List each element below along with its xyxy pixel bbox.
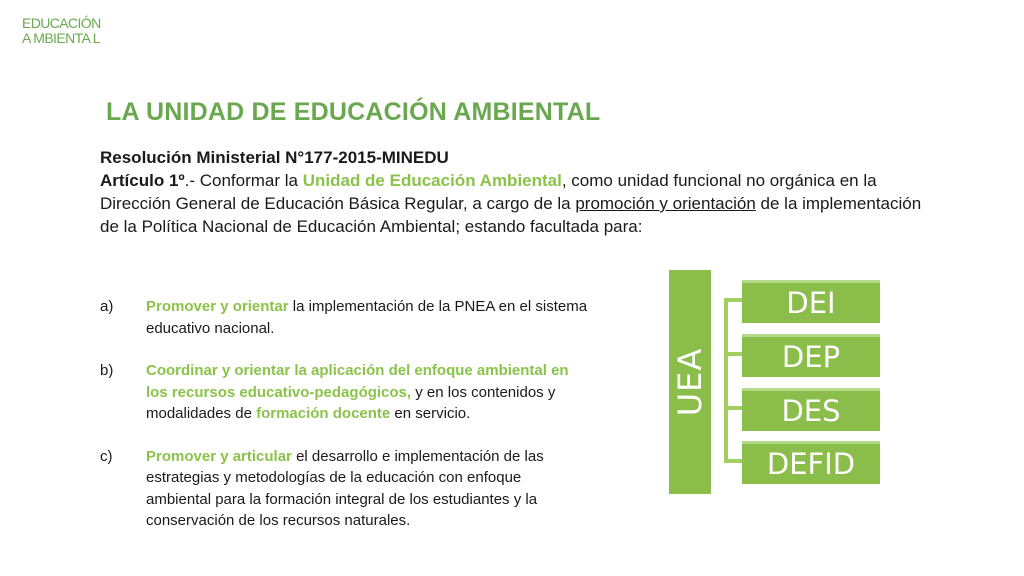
page-title: LA UNIDAD DE EDUCACIÓN AMBIENTAL — [106, 98, 601, 126]
section-label — [22, 16, 101, 46]
list-item-highlight: Promover y articular — [146, 447, 292, 465]
list-item — [100, 296, 590, 339]
list-item-text: la implementación de la PNEA en el sistema educativo nacional. — [146, 298, 588, 337]
org-chart — [669, 270, 884, 494]
list-item-text: el desarrollo e implementación de las estrategias y metodologías de la educación con enfoque ambiental para la formación integral de los estudiantes y la conservación de los recursos naturales. — [146, 447, 544, 529]
list-marker: b) — [100, 362, 114, 379]
org-connector — [724, 406, 742, 410]
article-underlined: promoción y orientación — [575, 194, 756, 213]
article-text-middle: , como unidad funcional no orgánica en la Dirección General de Educación Básica Regular, a cargo de la — [100, 171, 877, 213]
list-marker: a) — [100, 298, 114, 315]
org-root-label: UEA — [671, 347, 709, 417]
section-label-line2: A MBIENTA L — [22, 30, 100, 46]
list-item-text-2: en servicio. — [390, 405, 471, 422]
article-highlight: Unidad de Educación Ambiental — [302, 171, 562, 190]
org-node-des: DES — [742, 388, 880, 431]
org-connector — [724, 352, 742, 356]
list-item-highlight: Promover y orientar — [146, 298, 289, 315]
list-item — [100, 360, 590, 425]
org-node-defid: DEFID — [742, 441, 880, 484]
org-connector — [724, 459, 742, 463]
org-node-dep: DEP — [742, 334, 880, 377]
article-label: Artículo 1º — [100, 171, 185, 190]
list-item — [100, 446, 590, 532]
org-node-dei: DEI — [742, 280, 880, 323]
list-item-highlight: Coordinar y orientar la aplicación del enfoque ambiental en los recursos educativo-pedagógicos, — [146, 362, 569, 401]
org-connector — [724, 298, 742, 302]
list-item-highlight-2: formación docente — [256, 405, 391, 422]
list-item-text: y en los contenidos y modalidades de — [146, 383, 556, 422]
org-connector-vertical — [724, 298, 728, 463]
article-text-before: .- Conformar la — [184, 171, 303, 190]
faculties-list — [100, 296, 590, 553]
resolution-line: Resolución Ministerial N°177-2015-MINEDU — [100, 148, 449, 167]
intro-paragraph — [100, 146, 930, 238]
section-label-line1: EDUCACIÓN — [22, 15, 101, 31]
org-root-box — [669, 270, 711, 494]
article-text-after: de la implementación de la Política Nacional de Educación Ambiental; estando facultada para: — [100, 194, 922, 236]
article-text — [100, 169, 930, 238]
list-marker: c) — [100, 447, 113, 465]
